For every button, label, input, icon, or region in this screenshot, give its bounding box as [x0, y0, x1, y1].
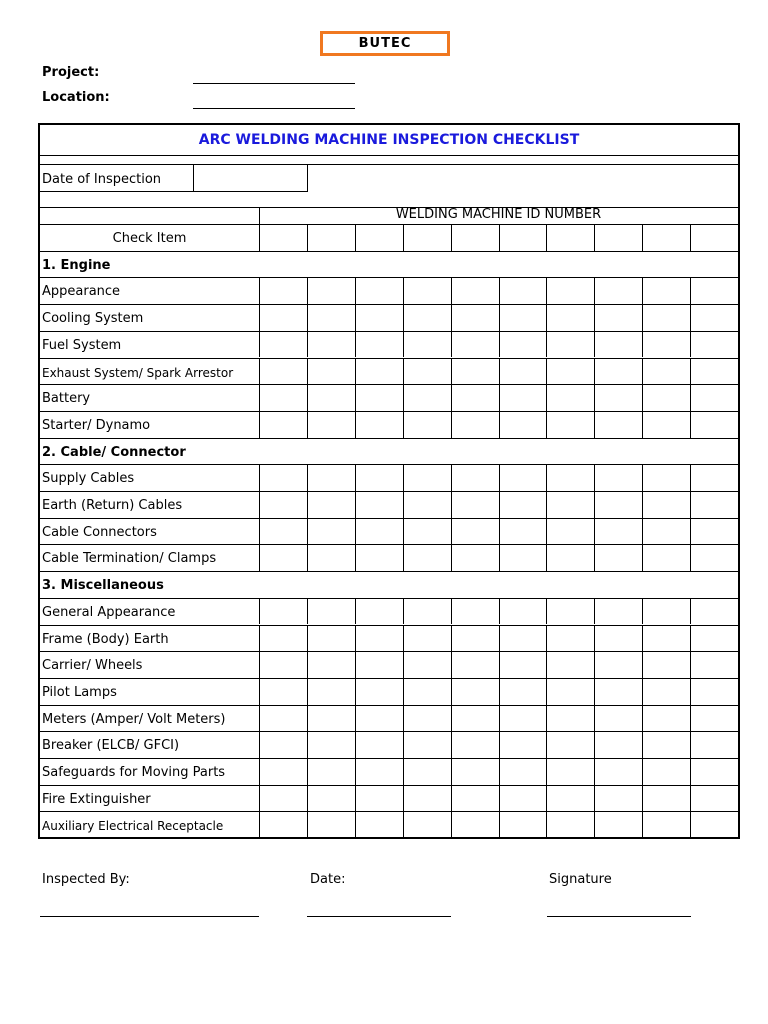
check-cell[interactable] [308, 812, 354, 837]
machine-id-cell[interactable] [260, 225, 306, 250]
check-cell[interactable] [356, 679, 402, 704]
check-cell[interactable] [260, 332, 306, 357]
check-cell[interactable] [404, 786, 450, 811]
check-cell[interactable] [356, 626, 402, 651]
checklist-item-label: General Appearance [42, 605, 176, 620]
check-cell[interactable] [643, 599, 689, 624]
check-cell[interactable] [500, 412, 546, 437]
machine-id-cell[interactable] [500, 225, 546, 250]
check-cell[interactable] [260, 278, 306, 303]
check-cell[interactable] [356, 706, 402, 731]
check-cell[interactable] [643, 278, 689, 303]
checklist-item-label: Battery [42, 391, 91, 406]
footer-date-field[interactable] [307, 916, 451, 917]
check-cell[interactable] [308, 332, 354, 357]
checklist-item-label: Meters (Amper/ Volt Meters) [42, 712, 226, 727]
check-cell[interactable] [500, 465, 546, 490]
check-cell[interactable] [404, 652, 450, 677]
checklist-item-label: Safeguards for Moving Parts [42, 765, 226, 780]
check-cell[interactable] [452, 786, 498, 811]
check-cell[interactable] [643, 385, 689, 410]
check-cell[interactable] [308, 492, 354, 517]
check-cell[interactable] [691, 599, 737, 624]
check-cell[interactable] [643, 332, 689, 357]
machine-id-cell[interactable] [356, 225, 402, 250]
check-cell[interactable] [500, 812, 546, 837]
check-cell[interactable] [356, 812, 402, 837]
check-cell[interactable] [500, 599, 546, 624]
check-cell[interactable] [404, 599, 450, 624]
check-cell[interactable] [595, 332, 641, 357]
check-cell[interactable] [308, 732, 354, 757]
machine-id-cell[interactable] [308, 225, 354, 250]
check-cell[interactable] [404, 732, 450, 757]
check-cell[interactable] [404, 465, 450, 490]
check-cell[interactable] [404, 519, 450, 544]
checklist-item-label: Appearance [42, 284, 121, 299]
check-cell[interactable] [500, 305, 546, 330]
check-cell[interactable] [595, 786, 641, 811]
check-cell[interactable] [356, 278, 402, 303]
check-cell[interactable] [547, 385, 593, 410]
check-cell[interactable] [260, 626, 306, 651]
check-cell[interactable] [452, 305, 498, 330]
check-cell[interactable] [260, 465, 306, 490]
check-cell[interactable] [595, 385, 641, 410]
check-cell[interactable] [404, 812, 450, 837]
checklist-title: ARC WELDING MACHINE INSPECTION CHECKLIST [198, 132, 580, 148]
check-cell[interactable] [500, 519, 546, 544]
check-cell[interactable] [500, 359, 546, 384]
check-cell[interactable] [452, 278, 498, 303]
check-cell[interactable] [452, 545, 498, 570]
title-divider-lower [40, 164, 738, 165]
check-cell[interactable] [260, 812, 306, 837]
check-cell[interactable] [356, 492, 402, 517]
check-cell[interactable] [691, 759, 737, 784]
check-cell[interactable] [547, 545, 593, 570]
check-cell[interactable] [643, 679, 689, 704]
check-cell[interactable] [691, 332, 737, 357]
check-cell[interactable] [643, 759, 689, 784]
check-cell[interactable] [260, 679, 306, 704]
machine-id-cell[interactable] [452, 225, 498, 250]
project-field[interactable] [193, 83, 355, 84]
check-cell[interactable] [404, 412, 450, 437]
checklist-item-label: Pilot Lamps [42, 685, 117, 700]
machine-id-cell[interactable] [595, 225, 641, 250]
check-cell[interactable] [691, 652, 737, 677]
check-cell[interactable] [691, 492, 737, 517]
check-cell[interactable] [500, 786, 546, 811]
check-cell[interactable] [356, 332, 402, 357]
check-cell[interactable] [643, 652, 689, 677]
check-cell[interactable] [260, 519, 306, 544]
check-cell[interactable] [691, 626, 737, 651]
check-cell[interactable] [404, 545, 450, 570]
check-cell[interactable] [643, 412, 689, 437]
check-cell[interactable] [691, 786, 737, 811]
check-cell[interactable] [691, 545, 737, 570]
check-cell[interactable] [404, 626, 450, 651]
check-cell[interactable] [691, 412, 737, 437]
check-cell[interactable] [356, 385, 402, 410]
check-cell[interactable] [452, 465, 498, 490]
check-cell[interactable] [595, 465, 641, 490]
check-cell[interactable] [260, 492, 306, 517]
project-label: Project: [42, 65, 100, 80]
check-cell[interactable] [404, 679, 450, 704]
check-cell[interactable] [595, 278, 641, 303]
check-cell[interactable] [500, 732, 546, 757]
check-cell[interactable] [595, 812, 641, 837]
checklist-item-label: Cable Connectors [42, 525, 157, 540]
check-cell[interactable] [547, 812, 593, 837]
date-cell-right-border [307, 165, 308, 192]
check-cell[interactable] [547, 278, 593, 303]
check-cell[interactable] [356, 465, 402, 490]
check-cell[interactable] [260, 385, 306, 410]
check-cell[interactable] [452, 492, 498, 517]
check-cell[interactable] [595, 626, 641, 651]
check-cell[interactable] [356, 786, 402, 811]
check-cell[interactable] [356, 305, 402, 330]
checklist-item-label: Earth (Return) Cables [42, 498, 183, 513]
check-cell[interactable] [643, 545, 689, 570]
checklist-item-label: Fire Extinguisher [42, 792, 151, 807]
check-cell[interactable] [452, 626, 498, 651]
checklist-item-label: Cable Termination/ Clamps [42, 551, 217, 566]
machine-id-cell[interactable] [547, 225, 593, 250]
check-cell[interactable] [308, 385, 354, 410]
check-cell[interactable] [500, 759, 546, 784]
check-cell[interactable] [452, 519, 498, 544]
check-cell[interactable] [260, 545, 306, 570]
check-cell[interactable] [691, 305, 737, 330]
check-cell[interactable] [452, 599, 498, 624]
location-field[interactable] [193, 108, 355, 109]
check-cell[interactable] [404, 359, 450, 384]
checklist-item-label: Starter/ Dynamo [42, 418, 151, 433]
checklist-item-label: Cooling System [42, 311, 144, 326]
check-cell[interactable] [547, 492, 593, 517]
check-cell[interactable] [547, 786, 593, 811]
check-cell[interactable] [691, 706, 737, 731]
check-cell[interactable] [691, 812, 737, 837]
check-cell[interactable] [595, 759, 641, 784]
footer-date-label: Date: [310, 872, 346, 887]
check-cell[interactable] [595, 679, 641, 704]
check-cell[interactable] [308, 626, 354, 651]
check-cell[interactable] [308, 786, 354, 811]
check-cell[interactable] [547, 706, 593, 731]
check-cell[interactable] [356, 412, 402, 437]
machine-id-header: WELDING MACHINE ID NUMBER [395, 207, 602, 222]
check-cell[interactable] [260, 652, 306, 677]
check-cell[interactable] [547, 412, 593, 437]
check-cell[interactable] [500, 652, 546, 677]
check-cell[interactable] [452, 679, 498, 704]
section-heading-3: 3. Miscellaneous [42, 578, 164, 593]
check-cell[interactable] [308, 679, 354, 704]
checklist-item-label: Breaker (ELCB/ GFCI) [42, 738, 180, 753]
check-cell[interactable] [691, 519, 737, 544]
check-cell[interactable] [643, 492, 689, 517]
row-divider [40, 438, 738, 439]
date-cell-bottom-border [40, 191, 307, 192]
check-cell[interactable] [452, 652, 498, 677]
checklist-item-label: Fuel System [42, 338, 122, 353]
check-cell[interactable] [691, 679, 737, 704]
check-cell[interactable] [500, 679, 546, 704]
check-cell[interactable] [308, 545, 354, 570]
check-cell[interactable] [691, 732, 737, 757]
check-cell[interactable] [595, 652, 641, 677]
check-cell[interactable] [547, 519, 593, 544]
check-cell[interactable] [595, 359, 641, 384]
check-cell[interactable] [308, 305, 354, 330]
check-cell[interactable] [260, 359, 306, 384]
check-cell[interactable] [547, 626, 593, 651]
check-cell[interactable] [691, 359, 737, 384]
title-divider [40, 155, 738, 156]
check-cell[interactable] [308, 465, 354, 490]
check-cell[interactable] [356, 359, 402, 384]
logo-text: BUTEC [358, 36, 412, 51]
check-cell[interactable] [595, 412, 641, 437]
check-cell[interactable] [356, 652, 402, 677]
check-cell[interactable] [595, 545, 641, 570]
check-cell[interactable] [404, 492, 450, 517]
check-cell[interactable] [260, 599, 306, 624]
check-cell[interactable] [452, 706, 498, 731]
location-label: Location: [42, 90, 110, 105]
machine-id-cell[interactable] [404, 225, 450, 250]
check-cell[interactable] [547, 652, 593, 677]
checklist-item-label: Auxiliary Electrical Receptacle [42, 819, 224, 833]
section-heading-1: 1. Engine [42, 258, 111, 273]
check-cell[interactable] [691, 278, 737, 303]
date-of-inspection-label: Date of Inspection [42, 172, 162, 187]
check-cell[interactable] [260, 786, 306, 811]
check-cell[interactable] [547, 599, 593, 624]
check-cell[interactable] [595, 706, 641, 731]
check-cell[interactable] [356, 545, 402, 570]
check-cell[interactable] [595, 519, 641, 544]
check-cell[interactable] [260, 412, 306, 437]
check-cell[interactable] [643, 359, 689, 384]
inspected-by-label: Inspected By: [42, 872, 130, 887]
check-cell[interactable] [500, 545, 546, 570]
check-cell[interactable] [595, 732, 641, 757]
check-cell[interactable] [643, 305, 689, 330]
check-cell[interactable] [500, 706, 546, 731]
check-cell[interactable] [308, 599, 354, 624]
check-cell[interactable] [308, 759, 354, 784]
check-cell[interactable] [452, 732, 498, 757]
date-of-inspection-field[interactable] [194, 166, 306, 190]
check-cell[interactable] [308, 359, 354, 384]
check-cell[interactable] [595, 599, 641, 624]
check-cell[interactable] [452, 412, 498, 437]
row-divider [40, 251, 738, 252]
checklist-item-label: Exhaust System/ Spark Arrestor [42, 366, 234, 380]
check-cell[interactable] [547, 305, 593, 330]
check-cell[interactable] [452, 759, 498, 784]
section-heading-2: 2. Cable/ Connector [42, 445, 186, 460]
machine-id-cell[interactable] [643, 225, 689, 250]
check-cell[interactable] [547, 732, 593, 757]
check-cell[interactable] [260, 732, 306, 757]
check-cell[interactable] [643, 812, 689, 837]
check-cell[interactable] [452, 812, 498, 837]
checklist-item-label: Frame (Body) Earth [42, 632, 169, 647]
machine-id-cell[interactable] [691, 225, 737, 250]
checklist-item-label: Carrier/ Wheels [42, 658, 143, 673]
check-cell[interactable] [500, 385, 546, 410]
check-cell[interactable] [643, 519, 689, 544]
check-cell[interactable] [595, 305, 641, 330]
inspected-by-field[interactable] [40, 916, 259, 917]
check-cell[interactable] [356, 732, 402, 757]
check-cell[interactable] [404, 305, 450, 330]
check-cell[interactable] [643, 786, 689, 811]
check-cell[interactable] [643, 465, 689, 490]
check-cell[interactable] [308, 412, 354, 437]
check-cell[interactable] [452, 359, 498, 384]
check-cell[interactable] [643, 706, 689, 731]
check-cell[interactable] [404, 385, 450, 410]
check-item-header: Check Item [112, 231, 187, 246]
check-cell[interactable] [356, 599, 402, 624]
check-cell[interactable] [500, 332, 546, 357]
check-cell[interactable] [643, 626, 689, 651]
check-cell[interactable] [308, 519, 354, 544]
check-cell[interactable] [547, 332, 593, 357]
check-cell[interactable] [308, 652, 354, 677]
check-cell[interactable] [547, 759, 593, 784]
check-cell[interactable] [500, 278, 546, 303]
butec-logo [320, 31, 450, 56]
check-cell[interactable] [595, 492, 641, 517]
check-cell[interactable] [356, 519, 402, 544]
check-cell[interactable] [691, 385, 737, 410]
check-cell[interactable] [260, 759, 306, 784]
check-cell[interactable] [547, 359, 593, 384]
check-cell[interactable] [404, 759, 450, 784]
check-cell[interactable] [260, 305, 306, 330]
check-cell[interactable] [547, 679, 593, 704]
check-cell[interactable] [547, 465, 593, 490]
check-cell[interactable] [452, 385, 498, 410]
signature-field[interactable] [547, 916, 691, 917]
check-cell[interactable] [404, 706, 450, 731]
check-cell[interactable] [691, 465, 737, 490]
check-cell[interactable] [308, 706, 354, 731]
signature-label: Signature [549, 872, 612, 887]
check-cell[interactable] [500, 492, 546, 517]
checklist-item-label: Supply Cables [42, 471, 135, 486]
check-cell[interactable] [308, 278, 354, 303]
check-cell[interactable] [500, 626, 546, 651]
row-divider [40, 571, 738, 572]
check-cell[interactable] [452, 332, 498, 357]
check-cell[interactable] [356, 759, 402, 784]
check-cell[interactable] [404, 278, 450, 303]
check-cell[interactable] [260, 706, 306, 731]
check-cell[interactable] [643, 732, 689, 757]
check-cell[interactable] [404, 332, 450, 357]
